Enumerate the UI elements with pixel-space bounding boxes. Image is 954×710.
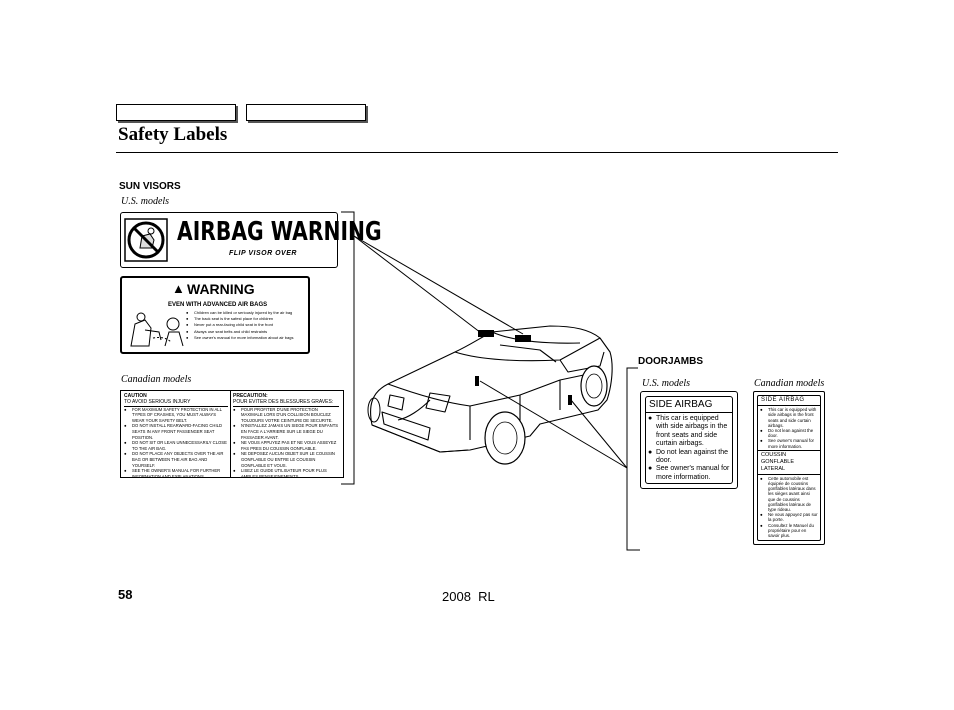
list-item: ● DO NOT PLACE ANY OBJECTS OVER THE AIR BAG OR BETWEEN THE AIR BAG AND YOURSELF.	[124, 451, 228, 468]
list-item: ● Always use seat belts and child restraints	[186, 329, 306, 335]
sun-visors-us-label: U.S. models	[121, 196, 170, 207]
list-item: ● Do not lean against the door.	[648, 449, 730, 466]
doorjambs-us-label: U.S. models	[642, 378, 691, 389]
ca-side-airbag-list-fr	[758, 475, 820, 539]
list-item: ● SEE THE OWNER'S MANUAL FOR FURTHER INFORMATION AND EXPLANATIONS.	[124, 468, 228, 479]
us-side-airbag-list	[646, 413, 732, 484]
warning-subtitle: EVEN WITH ADVANCED AIR BAGS	[168, 302, 268, 308]
page-title: Safety Labels	[118, 124, 228, 145]
airbag-warning-title: AIRBAG WARNING	[177, 217, 382, 247]
us-side-airbag-inner	[645, 396, 733, 484]
caution-subheading: TO AVOID SERIOUS INJURY	[124, 399, 228, 406]
list-item: ● Never put a rear-facing child seat in the front	[186, 322, 306, 328]
list-item: ● See owner's manual for more information about air bags	[186, 335, 306, 341]
sun-visors-canadian-label: Canadian models	[121, 374, 192, 385]
ca-side-airbag-inner	[757, 395, 821, 541]
ca-side-airbag-title-en: SIDE AIRBAG	[758, 396, 820, 406]
list-item: ● The back seat is the safest place for children	[186, 316, 306, 322]
list-item: ● Children can be killed or seriously injured by the air bag	[186, 310, 306, 316]
list-item: ● See owner's manual for more information.	[760, 438, 818, 448]
list-item: ● Ne vous appuyez pas sur la porte.	[760, 512, 818, 522]
warning-title: WARNING	[187, 281, 255, 297]
list-item: ● POUR PROFITER D'UNE PROTECTION MAXIMALE LORS D'UN COLLISION BOUCLEZ TOUJOURS VOTRE CEINTURE DE SECURITE.	[233, 407, 339, 424]
list-item: ● FOR MAXIMUM SAFETY PROTECTION IN ALL TYPES OF CRASHES, YOU MUST ALWAYS WEAR YOUR SAFETY BELT.	[124, 407, 228, 424]
list-item: ● Cette automobile est équipée de coussins gonflables latéraux dans les sièges avant ainsi que de coussins gonflables latéraux de type rideau.	[760, 476, 818, 512]
list-item: ● N'INSTALLEZ JAMAIS UN SIEGE POUR ENFANTS EN FACE A L'ARRIERE SUR LE SIEGE DU PASSAGER AVANT.	[233, 423, 339, 440]
doorjambs-heading: DOORJAMBS	[638, 356, 704, 367]
precaution-heading: PRECAUTION:	[233, 393, 268, 399]
list-item: ● See owner's manual for more information.	[648, 465, 730, 482]
caution-heading: CAUTION	[124, 393, 147, 399]
list-item: ● LISEZ LE GUIDE UTILISATEUR POUR PLUS AMPLES RENSEIGNEMENTS.	[233, 468, 339, 479]
list-item: ● Consultez le Manuel du propriétaire pour en savoir plus.	[760, 523, 818, 539]
ca-side-airbag-title-fr: COUSSIN GONFLABLE LATERAL	[758, 450, 820, 475]
precaution-subheading: POUR EVITER DES BLESSURES GRAVES:	[233, 399, 339, 406]
ca-side-airbag-label	[753, 391, 825, 545]
list-item: ● NE VOUS APPUYEZ PAS ET NE VOUS ASSEYEZ PAS PRES DU COUSSIN GONFLABLE.	[233, 440, 339, 451]
warning-triangle-icon: ▲	[172, 281, 185, 296]
us-side-airbag-title: SIDE AIRBAG	[646, 397, 732, 413]
list-item: ● DO NOT INSTALL REARWARD-FACING CHILD SEATS IN ANY FRONT PASSENGER SEAT POSITION.	[124, 423, 228, 440]
list-item: ● This car is equipped with side airbags in the front seats and side curtain airbags.	[648, 415, 730, 449]
list-item: ● Do not lean against the door.	[760, 428, 818, 438]
ca-side-airbag-list-en	[758, 406, 820, 450]
doorjambs-canadian-label: Canadian models	[754, 378, 825, 389]
list-item: ● DO NOT SIT OR LEAN UNNECESSARILY CLOSE TO THE AIR BAG.	[124, 440, 228, 451]
page-number: 58	[118, 587, 133, 602]
model-footer: 2008 RL	[442, 589, 495, 604]
airbag-warning-subtitle: FLIP VISOR OVER	[229, 250, 297, 257]
list-item: ● NE DEPOSEZ AUCUN OBJET SUR LE COUSSIN GONFLABLE OU ENTRE LE COUSSIN GONFLABLE ET VOUS.	[233, 451, 339, 468]
sun-visors-heading: SUN VISORS	[119, 181, 181, 192]
list-item: ● This car is equipped with side airbags in the front seats and side curtain airbags.	[760, 407, 818, 428]
us-side-airbag-label	[640, 391, 738, 489]
